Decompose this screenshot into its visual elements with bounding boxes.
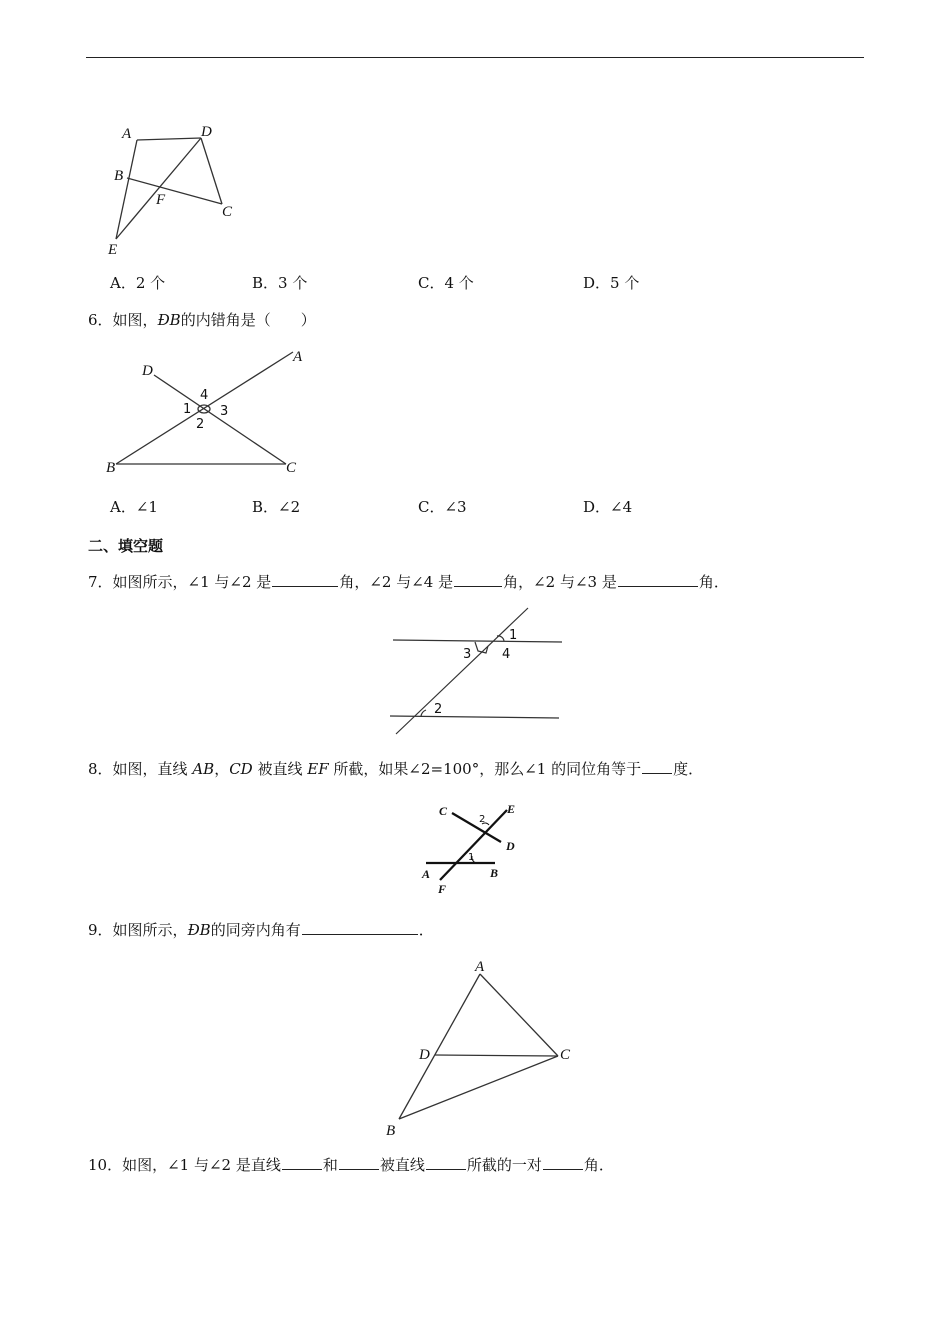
q6-option-a[interactable] [110,497,158,517]
q5-label-c: C [222,204,233,220]
q6-option-c[interactable] [418,497,467,517]
q8-figure [415,797,540,895]
option-letter: B． [252,498,279,516]
q6-label-d: D [142,363,153,379]
q8-label-e: E [507,802,516,816]
answer-blank[interactable] [302,920,418,935]
line-name: CD [229,760,253,778]
q10-stem [88,1155,614,1175]
q5-label-a: A [122,126,132,142]
q7-label-1: 1 [509,628,518,643]
option-text: 3 个 [278,274,308,292]
stem-text: 如图所示， [112,921,188,939]
stem-text: 角． [583,1156,614,1174]
stem-text: 被直线 [379,1156,425,1174]
q8-label-f: F [438,882,447,896]
q7-figure [390,604,570,739]
q7-label-2: 2 [434,702,443,717]
answer-blank[interactable] [454,572,502,587]
question-number: 9． [88,921,113,939]
answer-blank[interactable] [339,1155,379,1170]
q6-label-1: 1 [183,402,192,417]
option-letter: C． [418,274,445,292]
option-letter: D． [583,274,611,292]
q8-label-c: C [439,804,448,818]
option-text: ∠4 [610,498,633,516]
q5-label-d: D [201,124,212,140]
question-number: 7． [88,573,113,591]
option-letter: A． [110,498,136,516]
q5-label-b: B [114,168,124,184]
stem-text: ， [214,760,230,778]
answer-blank[interactable] [543,1155,583,1170]
q6-label-2: 2 [196,417,205,432]
q8-label-2: 2 [479,814,486,825]
answer-blank[interactable] [282,1155,322,1170]
stem-text: 所截，如果∠2=100°，那么∠1 的同位角等于 [328,760,642,778]
stem-text: 如图所示，∠1 与∠2 是 [112,573,272,591]
header-rule [86,57,864,58]
q6-label-a: A [293,349,303,365]
answer-blank[interactable] [272,572,338,587]
q8-label-a: A [422,867,431,881]
q5-option-d[interactable] [583,273,639,293]
q6-label-c: C [286,460,297,476]
option-text: 5 个 [610,274,640,292]
line-name: EF [307,760,329,778]
option-letter: C． [418,498,445,516]
option-text: 4 个 [444,274,474,292]
section-title: 二、填空题 [88,537,164,555]
question-number: 8． [88,760,113,778]
q9-figure [380,955,580,1140]
option-letter: B． [252,274,279,292]
q9-label-a: A [475,959,485,975]
q5-option-a[interactable] [110,273,165,293]
stem-text: ． [418,921,434,939]
q5-option-b[interactable] [252,273,307,293]
stem-text: 所截的一对 [466,1156,542,1174]
angle-symbol: ÐB [187,921,211,939]
option-letter: D． [583,498,611,516]
answer-blank[interactable] [642,759,672,774]
q9-label-c: C [560,1047,571,1063]
stem-text: 角． [698,573,729,591]
q9-stem [88,920,434,940]
q7-stem [88,572,729,592]
q5-label-e: E [108,242,118,258]
q6-option-b[interactable] [252,497,300,517]
stem-text: 度． [673,760,704,778]
q8-label-b: B [490,866,499,880]
stem-text: 如图，∠1 与∠2 是直线 [122,1156,281,1174]
q6-label-3: 3 [220,404,229,419]
q9-label-b: B [386,1123,396,1139]
question-number: 6． [88,311,113,329]
line-name: AB [192,760,215,778]
q5-label-f: F [156,192,166,208]
stem-text: 被直线 [252,760,308,778]
stem-text: 如图， [112,311,158,329]
answer-blank[interactable] [618,572,698,587]
q6-figure [100,345,315,480]
q8-label-d: D [506,839,515,853]
q6-label-4: 4 [200,388,209,403]
stem-text: 的内错角是（ ） [180,311,316,329]
option-text: ∠3 [444,498,467,516]
option-text: ∠2 [278,498,301,516]
stem-text: 角，∠2 与∠4 是 [339,573,454,591]
stem-text: 角，∠2 与∠3 是 [503,573,617,591]
stem-text: 和 [322,1156,338,1174]
q8-stem [88,759,703,779]
q6-stem [88,310,316,330]
q8-label-1: 1 [468,852,475,863]
q5-figure [100,118,260,263]
q7-label-4: 4 [502,647,511,662]
q6-label-b: B [106,460,116,476]
question-number: 10． [88,1156,123,1174]
stem-text: 的同旁内角有 [210,921,301,939]
stem-text: 如图，直线 [112,760,193,778]
answer-blank[interactable] [426,1155,466,1170]
q6-option-d[interactable] [583,497,632,517]
q5-option-c[interactable] [418,273,474,293]
q7-label-3: 3 [463,647,472,662]
angle-symbol: ÐB [157,311,181,329]
option-text: 2 个 [135,274,166,292]
option-text: ∠1 [135,498,158,516]
option-letter: A． [110,274,136,292]
q9-label-d: D [419,1047,430,1063]
